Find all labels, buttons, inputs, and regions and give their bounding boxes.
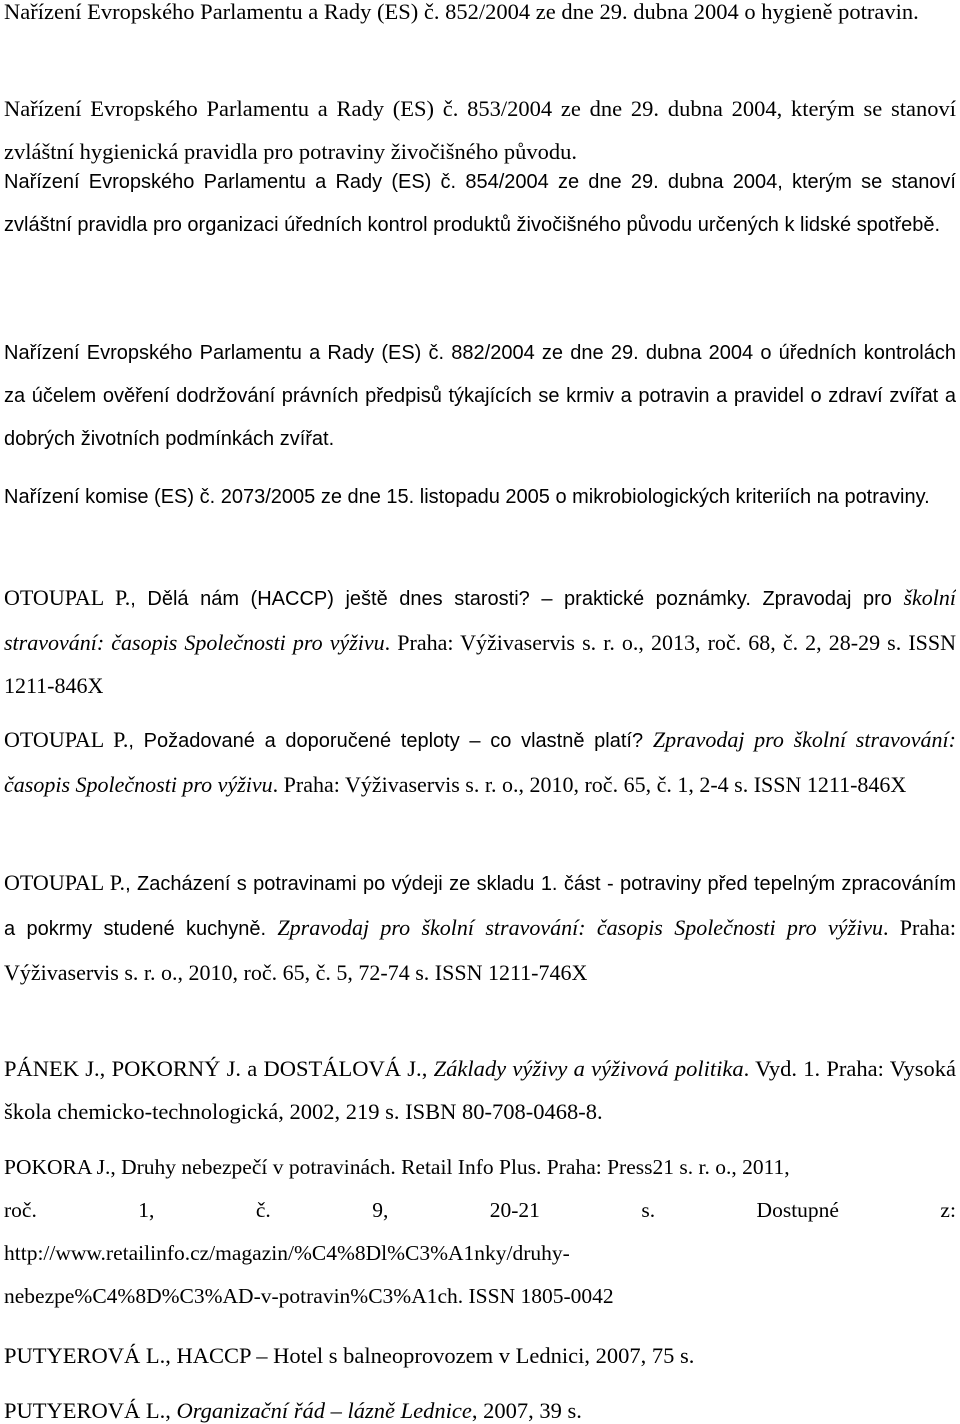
reference-item [4,476,956,519]
reference-details: . Praha: Výživaservis s. r. o., 2010, roč. 65, č. 5, 72-74 s. ISSN 1211-746X [4,915,956,985]
reference-word: s. [641,1198,656,1222]
reference-title: , Zacházení s potravinami po výdeji ze skladu 1. část - potraviny před tepelným zpracováním a pokrmy studené kuchyně. [4,873,956,940]
reference-details: . Praha: Výživaservis s. r. o., 2010, roč. 65, č. 1, 2-4 s. ISSN 1211-846X [272,772,907,797]
reference-text: Nařízení Evropského Parlamentu a Rady (ES) č. 854/2004 ze dne 29. dubna 2004, kterým se stanoví zvláštní pravidla pro organizaci úředních kontrol produktů živočišného původu určených k lidské spotřebě. [4,171,956,236]
reference-details: , 2007, 39 s. [471,1398,582,1423]
reference-item [4,1389,956,1424]
reference-text: Nařízení Evropského Parlamentu a Rady (ES) č. 853/2004 ze dne 29. dubna 2004, kterým se stanoví zvláštní hygienická pravidla pro potraviny živočišného původu. [4,96,956,164]
reference-author: PÁNEK J., POKORNÝ J. a DOSTÁLOVÁ J. [4,1056,422,1081]
reference-text: Nařízení Evropského Parlamentu a Rady (ES) č. 882/2004 ze dne 29. dubna 2004 o úředních kontrolách za účelem ověření dodržování právních předpisů týkajících se krmiv a potravin a pravidel o zdraví zvířat a dobrých životních podmínkách zvířat. [4,342,956,450]
reference-item [4,161,956,247]
reference-journal: školní stravování: časopis Společnosti pro výživu [4,585,956,655]
reference-details: . Praha: Výživaservis s. r. o., 2013, roč. 68, č. 2, 28-29 s. ISSN 1211-846X [4,630,956,698]
reference-word: 9, [372,1198,389,1222]
reference-word: 1, [138,1198,155,1222]
reference-details: . Vyd. 1. Praha: Vysoká škola chemicko-technologická, 2002, 219 s. ISBN 80-708-0468-8. [4,1056,956,1124]
reference-item [4,861,956,994]
reference-url-line: http://www.retailinfo.cz/magazin/%C4%8Dl%C3%A1nky/druhy- [4,1241,570,1265]
reference-word: Dostupné [756,1198,839,1222]
reference-line: POKORA J., Druhy nebezpečí v potravinách. Retail Info Plus. Praha: Press21 s. r. o., 2011, [4,1155,790,1179]
reference-author: OTOUPAL P. [4,727,129,752]
reference-item [4,1334,956,1377]
reference-text: PUTYEROVÁ L., HACCP – Hotel s balneoprovozem v Lednici, 2007, 75 s. [4,1343,695,1368]
reference-text: Nařízení Evropského Parlamentu a Rady (ES) č. 852/2004 ze dne 29. dubna 2004 o hygieně potravin. [4,0,919,24]
reference-title: , Dělá nám (HACCP) ještě dnes starosti? – praktické poznámky. [130,588,763,610]
reference-text: Nařízení komise (ES) č. 2073/2005 ze dne 15. listopadu 2005 o mikrobiologických kriteriích na potraviny. [4,486,930,508]
reference-item [4,1047,956,1133]
reference-author: OTOUPAL P. [4,870,126,895]
reference-word: z: [940,1198,956,1222]
reference-item [4,576,956,707]
reference-title: Organizační řád – lázně Lednice [176,1398,472,1423]
reference-word: roč. [4,1198,37,1222]
reference-separator: , [165,1398,177,1423]
reference-list [4,0,956,1424]
reference-title: Základy výživy a výživová politika [433,1056,744,1081]
reference-line [4,1189,956,1232]
reference-journal-lead: Zpravodaj pro [762,588,904,610]
reference-separator: , [421,1056,434,1081]
reference-item [4,718,956,806]
reference-word: č. [255,1198,271,1222]
reference-author: PUTYEROVÁ L. [4,1398,166,1423]
reference-author: OTOUPAL P. [4,585,131,610]
reference-journal: Zpravodaj pro školní stravování: časopis Společnosti pro výživu [4,727,956,797]
reference-item [4,1146,956,1318]
reference-word: 20-21 [489,1198,540,1222]
reference-title: , Požadované a doporučené teploty – co vlastně platí? [128,730,653,752]
reference-journal: Zpravodaj pro školní stravování: časopis Společnosti pro výživu [277,915,883,940]
reference-item [4,0,956,33]
reference-item [4,332,956,461]
reference-url-line: nebezpe%C4%8D%C3%AD-v-potravin%C3%A1ch. ISSN 1805-0042 [4,1284,614,1308]
